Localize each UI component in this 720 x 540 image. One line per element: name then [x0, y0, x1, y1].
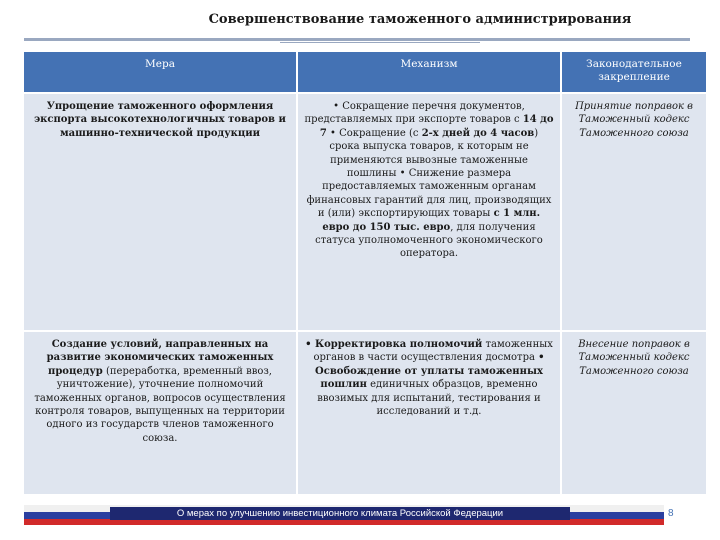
mechanism-text: , для получения статуса уполномоченного экономического оператора.: [315, 221, 543, 260]
page-number: 8: [668, 508, 674, 519]
footer-caption: О мерах по улучшению инвестиционного климата Российской Федерации: [110, 507, 570, 520]
row2-measure: [24, 332, 296, 494]
row1-legislation: Принятие поправок в Таможенный кодекс Таможенного союза: [562, 94, 706, 330]
header-measure: Мера: [24, 52, 296, 92]
measures-table: [24, 52, 706, 494]
mechanism-text: • Сокращение (с: [326, 127, 422, 139]
mechanism-emphasis: • Корректировка полномочий: [305, 339, 483, 350]
header-mechanism: Механизм: [298, 52, 560, 92]
mechanism-text: таможенных органов в части осуществления досмотра: [313, 339, 553, 364]
mechanism-emphasis: 2-х дней до 4 часов: [421, 127, 535, 139]
mechanism-emphasis: • Освобождение от уплаты таможенных пошлин: [315, 352, 545, 391]
mechanism-text: • Сокращение перечня документов, представляемых при экспорте товаров с: [304, 101, 525, 126]
title-underline-thin: [280, 42, 480, 43]
mechanism-emphasis: 14 до 7: [319, 114, 554, 139]
mechanism-text: единичных образцов, временно ввозимых для испытаний, тестирования и исследований и т.д.: [317, 379, 541, 418]
row2-legislation: Внесение поправок в Таможенный кодекс Таможенного союза: [562, 332, 706, 494]
title-underline: [24, 38, 690, 41]
mechanism-emphasis: с 1 млн. евро до 150 тыс. евро: [322, 208, 541, 233]
row1-mechanism: [298, 94, 560, 330]
header-legislation: Законодательное закрепление: [562, 52, 706, 92]
mechanism-text: ) срока выпуска товаров, к которым не применяются вывозные таможенные пошлины • Снижение размера предоставляемых таможенным органам финансовых гарантий для лиц, производящих и (или) экспортирующих товары: [306, 127, 552, 220]
row1-measure: Упрощение таможенного оформления экспорта высокотехнологичных товаров и машинно-технической продукции: [24, 94, 296, 330]
slide-title: Совершенствование таможенного администрирования: [208, 12, 632, 27]
row2-measure-bold: Создание условий, направленных на развитие экономических таможенных процедур: [46, 339, 274, 377]
row2-mechanism: [298, 332, 560, 494]
row2-measure-rest: (переработка, временный ввоз, уничтожение), уточнение полномочий таможенных органов, вопросов осуществления контроля товаров, выпущенных на территории одного из государств членов таможенного союза.: [34, 365, 286, 444]
